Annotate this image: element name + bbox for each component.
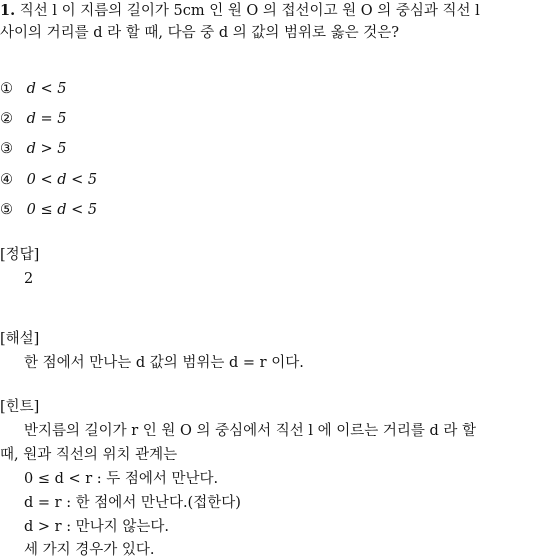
answer-value: 2 bbox=[24, 271, 34, 287]
option-text: d < 5 bbox=[26, 81, 67, 97]
option-5[interactable] bbox=[0, 201, 97, 219]
hint-line-5: d > r : 만나지 않는다. bbox=[24, 519, 169, 535]
option-marker: ⑤ bbox=[0, 202, 13, 218]
option-4[interactable] bbox=[0, 171, 97, 189]
hint-label: [힌트] bbox=[0, 399, 40, 415]
option-marker: ② bbox=[0, 111, 13, 127]
option-1[interactable] bbox=[0, 80, 66, 98]
hint-line-3: 0 ≤ d < r : 두 점에서 만난다. bbox=[24, 471, 219, 487]
hint-line-1: 반지름의 길이가 r 인 원 O 의 중심에서 직선 l 에 이르는 거리를 d 라 할 bbox=[24, 423, 477, 439]
option-text: 0 < d < 5 bbox=[26, 172, 98, 188]
question-line-1 bbox=[0, 2, 480, 20]
question-number: 1. bbox=[0, 2, 16, 19]
option-text: 0 ≤ d < 5 bbox=[26, 202, 98, 218]
question-line-2 bbox=[0, 24, 399, 42]
option-marker: ④ bbox=[0, 172, 13, 188]
option-marker: ③ bbox=[0, 141, 13, 157]
hint-line-6: 세 가지 경우가 있다. bbox=[24, 542, 155, 558]
explanation-text: 한 점에서 만나는 d 값의 범위는 d = r 이다. bbox=[24, 355, 304, 371]
question-text-line-1: 직선 l 이 지름의 길이가 5cm 인 원 O 의 접선이고 원 O 의 중심과 직선 l bbox=[19, 3, 480, 19]
hint-line-2: 때, 원과 직선의 위치 관계는 bbox=[0, 447, 178, 463]
option-text: d > 5 bbox=[26, 141, 67, 157]
option-text: d = 5 bbox=[26, 111, 67, 127]
explanation-label: [해설] bbox=[0, 331, 40, 347]
answer-label: [정답] bbox=[0, 247, 40, 263]
question-text-line-2: 사이의 거리를 d 라 할 때, 다음 중 d 의 값의 범위로 옳은 것은? bbox=[0, 25, 400, 41]
option-3[interactable] bbox=[0, 140, 66, 158]
hint-line-4: d = r : 한 점에서 만난다.(접한다) bbox=[24, 495, 241, 511]
option-2[interactable] bbox=[0, 110, 66, 128]
option-marker: ① bbox=[0, 81, 13, 97]
